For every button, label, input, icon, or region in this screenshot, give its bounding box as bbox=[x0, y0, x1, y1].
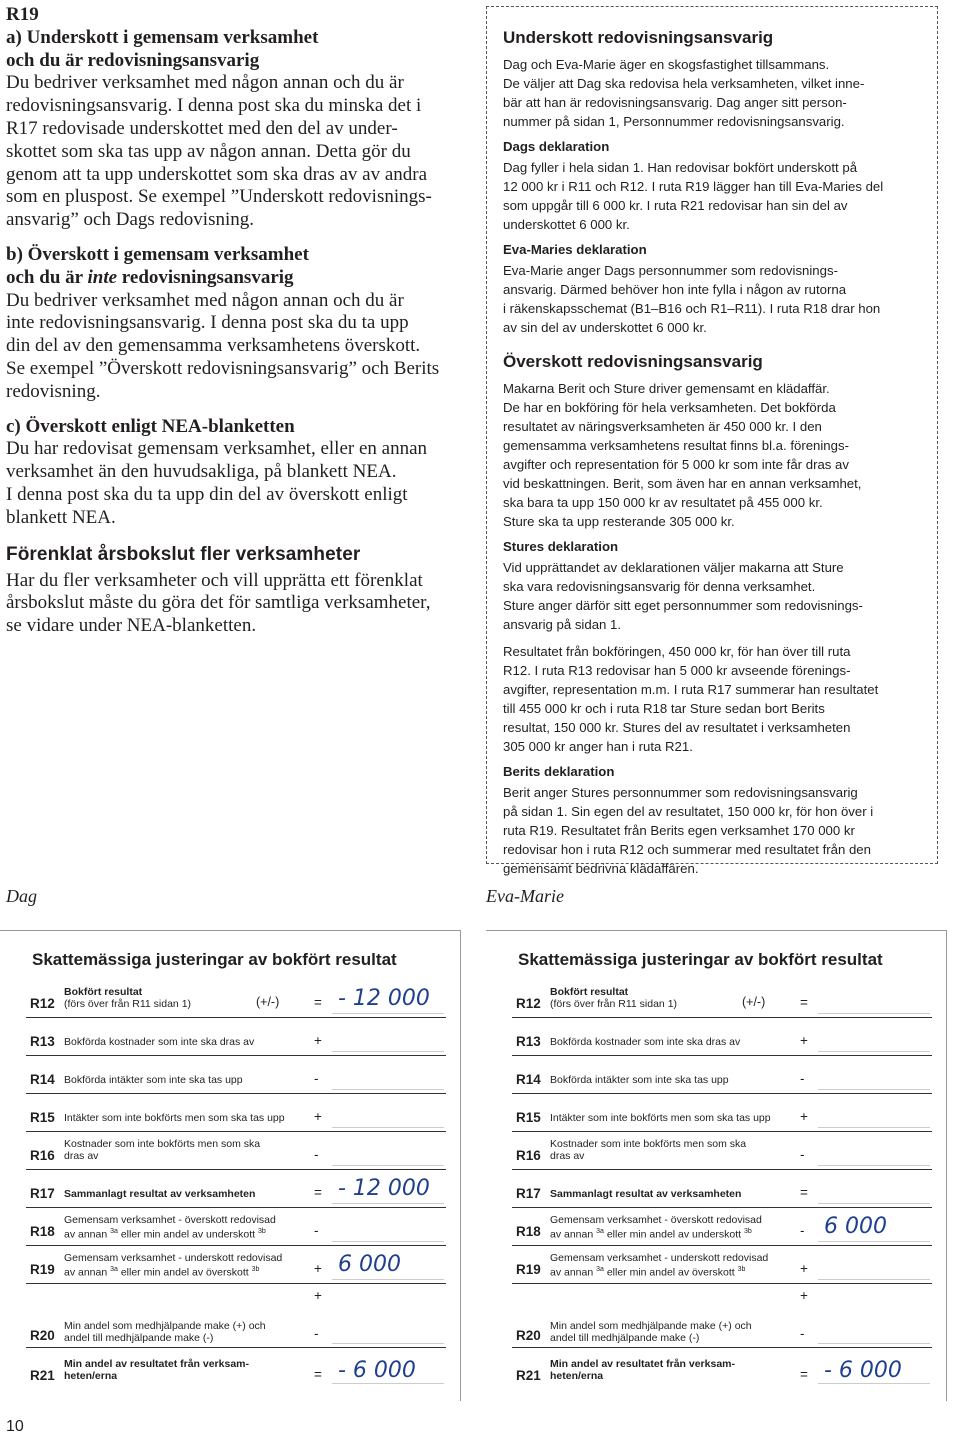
row-operator: - bbox=[314, 1223, 319, 1238]
row-label: R21 bbox=[516, 1368, 541, 1383]
row-label: R18 bbox=[30, 1224, 55, 1239]
row-desc-2: heten/erna bbox=[64, 1370, 118, 1382]
row-divider bbox=[26, 1017, 446, 1018]
text-line: Sture ska ta upp resterande 305 000 kr. bbox=[503, 514, 735, 529]
row-label: R17 bbox=[516, 1186, 541, 1201]
text-line: i räkenskapsschemat (B1–B16 och R1–R11). I ruta R18 drar hon bbox=[503, 301, 881, 316]
row-operator: - bbox=[800, 1147, 805, 1162]
handwritten-value: - 6 000 bbox=[338, 1358, 416, 1383]
footnote-ref: 3a bbox=[596, 1266, 604, 1273]
section-b-title-part: redovisningsansvarig bbox=[117, 266, 294, 288]
section-a-line: redovisningsansvarig. I denna post ska du minska det i bbox=[6, 95, 422, 117]
row-operator-plus: + bbox=[800, 1288, 808, 1303]
row-desc: Kostnader som inte bokförts men som ska bbox=[550, 1138, 747, 1150]
text-line: vid beskattningen. Berit, som även har en annan verksamhet, bbox=[503, 476, 862, 491]
value-field[interactable] bbox=[818, 1318, 930, 1344]
text-line: nummer på sidan 1, Personnummer redovisningsansvarig. bbox=[503, 114, 845, 129]
row-operator: - bbox=[314, 1071, 319, 1086]
row-operator: = bbox=[314, 995, 322, 1010]
text-line: Makarna Berit och Sture driver gemensamt en klädaffär. bbox=[503, 381, 830, 396]
section-c-line: Du har redovisat gemensam verksamhet, eller en annan bbox=[6, 438, 428, 460]
row-desc-2 bbox=[550, 1264, 745, 1279]
text-line: på sidan 1. Sin egen del av resultatet, 150 000 kr, för hon över i bbox=[503, 804, 874, 819]
row-label: R12 bbox=[516, 996, 541, 1011]
row-label: R14 bbox=[30, 1072, 55, 1087]
row-divider bbox=[512, 1347, 932, 1348]
form-row-r20 bbox=[0, 1288, 460, 1348]
row-desc: Min andel av resultatet från verksam- bbox=[64, 1358, 249, 1370]
form-row-r16 bbox=[0, 1136, 460, 1170]
forenklat-line: Har du fler verksamheter och vill upprätta ett förenklat bbox=[6, 569, 423, 591]
text-line: avgifter och representation för 5 000 kr som inte får dras av bbox=[503, 457, 849, 472]
row-desc-part: av annan bbox=[64, 1266, 111, 1279]
row-desc-2 bbox=[550, 1226, 752, 1241]
row-desc: Intäkter som inte bokförts men som ska tas upp bbox=[550, 1112, 771, 1124]
row-label: R13 bbox=[516, 1034, 541, 1049]
handwritten-value: 6 000 bbox=[824, 1214, 887, 1239]
section-b-title-emphasis: inte bbox=[87, 266, 118, 288]
text-line: redovisar hon i ruta R12 och summerar med resultatet från den bbox=[503, 842, 871, 857]
footnote-ref: 3a bbox=[596, 1228, 604, 1235]
text-line: bär att han är redovisningsansvarig. Dag anger sitt person- bbox=[503, 95, 847, 110]
person-label-dag: Dag bbox=[6, 886, 37, 906]
row-operator: = bbox=[800, 995, 808, 1010]
overskott-heading: Överskott redovisningsansvarig bbox=[503, 352, 763, 371]
form-row-r16 bbox=[486, 1136, 946, 1170]
value-field[interactable] bbox=[818, 1102, 930, 1128]
value-field[interactable] bbox=[332, 1318, 444, 1344]
row-divider bbox=[512, 1093, 932, 1094]
row-desc: Gemensam verksamhet - överskott redovisad bbox=[64, 1214, 276, 1226]
row-label: R14 bbox=[516, 1072, 541, 1087]
section-c-line: I denna post ska du ta upp din del av överskott enligt bbox=[6, 483, 408, 505]
form-row-r13 bbox=[0, 1022, 460, 1056]
row-operator: = bbox=[314, 1185, 322, 1200]
example-box bbox=[486, 6, 938, 876]
row-divider bbox=[512, 1207, 932, 1208]
footnote-ref: 3b bbox=[258, 1228, 266, 1235]
row-desc: Bokförda intäkter som inte ska tas upp bbox=[64, 1074, 243, 1086]
section-b-line: Du bedriver verksamhet med någon annan och du är bbox=[6, 289, 404, 311]
row-divider bbox=[26, 1283, 446, 1284]
text-line: ansvarig på sidan 1. bbox=[503, 617, 622, 632]
row-divider bbox=[26, 1131, 446, 1132]
row-desc-part: eller min andel av underskott bbox=[603, 1228, 744, 1241]
row-divider bbox=[512, 1245, 932, 1246]
text-line: ska vara redovisningsansvarig för denna verksamhet. bbox=[503, 579, 816, 594]
text-line: Eva-Marie anger Dags personnummer som redovisnings- bbox=[503, 263, 838, 278]
section-c-line: blankett NEA. bbox=[6, 506, 116, 528]
form-eva-marie bbox=[486, 930, 956, 1400]
row-desc: Gemensam verksamhet - underskott redovisad bbox=[550, 1252, 769, 1264]
form-row-r14 bbox=[0, 1060, 460, 1094]
section-b-line: Se exempel ”Överskott redovisningsansvarig” och Berits bbox=[6, 357, 440, 379]
left-column bbox=[6, 4, 468, 638]
row-desc: Gemensam verksamhet - underskott redovisad bbox=[64, 1252, 283, 1264]
form-row-r19 bbox=[486, 1250, 946, 1284]
value-field[interactable] bbox=[332, 1102, 444, 1128]
form-row-r17 bbox=[486, 1174, 946, 1208]
text-line: 305 000 kr anger han i ruta R21. bbox=[503, 739, 693, 754]
form-dag bbox=[0, 930, 470, 1400]
form-row-r20 bbox=[486, 1288, 946, 1348]
row-label: R20 bbox=[516, 1328, 541, 1343]
text-line: avgifter, representation m.m. I ruta R17 summerar han resultatet bbox=[503, 682, 879, 697]
row-desc-part: eller min andel av överskott bbox=[117, 1266, 252, 1279]
row-operator: - bbox=[314, 1147, 319, 1162]
footnote-ref: 3b bbox=[251, 1266, 260, 1273]
berit-heading: Berits deklaration bbox=[503, 764, 615, 779]
value-field[interactable] bbox=[332, 1140, 444, 1166]
row-divider bbox=[26, 1055, 446, 1056]
underskott-heading: Underskott redovisningsansvarig bbox=[503, 28, 774, 47]
row-desc: Bokfört resultat bbox=[64, 986, 143, 998]
row-label: R16 bbox=[30, 1148, 55, 1163]
forenklat-line: årsbokslut måste du göra det för samtliga verksamheter, bbox=[6, 592, 431, 614]
text-line: De har en bokföring för hela verksamheten. Det bokförda bbox=[503, 400, 836, 415]
row-desc: Bokförda kostnader som inte ska dras av bbox=[550, 1036, 741, 1048]
row-label: R19 bbox=[516, 1262, 541, 1277]
eva-heading: Eva-Maries deklaration bbox=[503, 242, 647, 257]
row-label: R21 bbox=[30, 1368, 55, 1383]
text-line: R12. I ruta R13 redovisar han 5 000 kr avseende förenings- bbox=[503, 663, 851, 678]
section-b-line: redovisning. bbox=[6, 380, 101, 402]
form-row-r21 bbox=[486, 1354, 946, 1388]
row-desc: Bokfört resultat bbox=[550, 986, 629, 998]
value-field[interactable] bbox=[818, 1064, 930, 1090]
row-divider bbox=[26, 1245, 446, 1246]
row-desc: Min andel som medhjälpande make (+) och bbox=[64, 1320, 266, 1332]
form-row-r17 bbox=[0, 1174, 460, 1208]
row-operator: + bbox=[800, 1033, 808, 1048]
text-line: ruta R19. Resultatet från Berits egen verksamhet 170 000 kr bbox=[503, 823, 855, 838]
footnote-ref: 3a bbox=[110, 1228, 118, 1235]
sture-heading: Stures deklaration bbox=[503, 539, 619, 554]
form-row-r18 bbox=[0, 1212, 460, 1246]
text-line: Sture anger därför sitt eget personnummer som redovisnings- bbox=[503, 598, 863, 613]
row-operator: - bbox=[800, 1223, 805, 1238]
row-desc: Sammanlagt resultat av verksamheten bbox=[550, 1188, 742, 1200]
row-desc-2: andel till medhjälpande make (-) bbox=[550, 1332, 700, 1344]
row-label: R20 bbox=[30, 1328, 55, 1343]
section-a-line: R17 redovisade underskottet med den del av under- bbox=[6, 117, 398, 139]
value-field[interactable] bbox=[818, 1026, 930, 1052]
form-row-r13 bbox=[486, 1022, 946, 1056]
row-operator: + bbox=[800, 1109, 808, 1124]
text-line: Dag och Eva-Marie äger en skogsfastighet tillsammans. bbox=[503, 57, 830, 72]
section-c-title: c) Överskott enligt NEA-blanketten bbox=[6, 415, 295, 437]
text-line: resultat, 150 000 kr. Stures del av resultatet i verksamheten bbox=[503, 720, 851, 735]
value-field[interactable] bbox=[818, 988, 930, 1014]
row-desc: Bokförda kostnader som inte ska dras av bbox=[64, 1036, 255, 1048]
row-desc-2 bbox=[64, 1264, 259, 1279]
row-divider bbox=[512, 1169, 932, 1170]
row-desc-2: heten/erna bbox=[550, 1370, 604, 1382]
page-number: 10 bbox=[6, 1418, 24, 1435]
row-label: R19 bbox=[30, 1262, 55, 1277]
row-desc-part: av annan bbox=[64, 1228, 111, 1241]
row-desc-2: (förs över från R11 sidan 1) bbox=[550, 998, 678, 1010]
row-divider bbox=[512, 1055, 932, 1056]
form-title: Skattemässiga justeringar av bokfört resultat bbox=[518, 950, 883, 969]
row-label: R15 bbox=[30, 1110, 55, 1125]
text-line: gemensamma verksamhetens resultat finns bl.a. förenings- bbox=[503, 438, 849, 453]
row-operator: - bbox=[314, 1326, 319, 1341]
text-line: De väljer att Dag ska redovisa hela verksamheten, vilket inne- bbox=[503, 76, 865, 91]
row-label: R17 bbox=[30, 1186, 55, 1201]
form-row-r12 bbox=[486, 984, 946, 1018]
row-desc: Bokförda intäkter som inte ska tas upp bbox=[550, 1074, 729, 1086]
section-c-line: verksamhet än den huvudsakliga, på blankett NEA. bbox=[6, 461, 397, 483]
row-divider bbox=[26, 1207, 446, 1208]
text-line: av sin del av underskottet 6 000 kr. bbox=[503, 320, 707, 335]
row-operator: = bbox=[314, 1367, 322, 1382]
section-b-title: b) Överskott i gemensam verksamhet bbox=[6, 243, 309, 265]
row-desc: Intäkter som inte bokförts men som ska tas upp bbox=[64, 1112, 285, 1124]
row-divider bbox=[26, 1093, 446, 1094]
text-line: 12 000 kr i R11 och R12. I ruta R19 lägger han till Eva-Maries del bbox=[503, 179, 884, 194]
text-line: gemensamt bedrivna klädaffären. bbox=[503, 861, 699, 876]
dag-heading: Dags deklaration bbox=[503, 139, 610, 154]
text-line: Dag fyller i hela sidan 1. Han redovisar bokfört underskott på bbox=[503, 160, 858, 175]
value-field[interactable] bbox=[332, 1064, 444, 1090]
plus-minus-label: (+/-) bbox=[256, 995, 280, 1009]
footnote-ref: 3b bbox=[737, 1266, 746, 1273]
row-divider bbox=[26, 1347, 446, 1348]
row-operator: - bbox=[800, 1326, 805, 1341]
row-operator: + bbox=[314, 1109, 322, 1124]
handwritten-value: - 6 000 bbox=[824, 1358, 902, 1383]
row-operator-plus: + bbox=[314, 1288, 322, 1303]
form-row-r18 bbox=[486, 1212, 946, 1246]
section-a-line: genom att ta upp underskottet som ska dras av av andra bbox=[6, 163, 428, 185]
row-operator: = bbox=[800, 1367, 808, 1382]
handwritten-value: - 12 000 bbox=[338, 986, 430, 1011]
row-desc-2: andel till medhjälpande make (-) bbox=[64, 1332, 214, 1344]
form-row-r12 bbox=[0, 984, 460, 1018]
row-divider bbox=[512, 1017, 932, 1018]
row-divider bbox=[512, 1283, 932, 1284]
row-operator: + bbox=[314, 1261, 322, 1276]
row-operator: = bbox=[800, 1185, 808, 1200]
form-row-r15 bbox=[0, 1098, 460, 1132]
row-desc-part: av annan bbox=[550, 1228, 597, 1241]
row-desc: Min andel som medhjälpande make (+) och bbox=[550, 1320, 752, 1332]
section-b-title-2 bbox=[6, 267, 468, 290]
text-line: Resultatet från bokföringen, 450 000 kr, för han över till ruta bbox=[503, 644, 851, 659]
footnote-ref: 3b bbox=[744, 1228, 752, 1235]
row-operator: + bbox=[800, 1261, 808, 1276]
row-desc-2: dras av bbox=[64, 1150, 99, 1162]
value-field[interactable] bbox=[818, 1178, 930, 1204]
section-a-title: a) Underskott i gemensam verksamhet bbox=[6, 26, 319, 48]
form-row-r14 bbox=[486, 1060, 946, 1094]
row-desc-2: dras av bbox=[550, 1150, 585, 1162]
text-line: som uppgår till 6 000 kr. I ruta R21 redovisar han sin del av bbox=[503, 198, 848, 213]
value-field[interactable] bbox=[818, 1140, 930, 1166]
section-a-line: Du bedriver verksamhet med någon annan och du är bbox=[6, 72, 404, 94]
section-a-line: skottet som ska tas upp av någon annan. Detta gör du bbox=[6, 140, 411, 162]
text-line: ska bara ta upp 150 000 kr av resultatet på 455 000 kr. bbox=[503, 495, 823, 510]
row-label: R12 bbox=[30, 996, 55, 1011]
row-divider bbox=[26, 1169, 446, 1170]
text-line: ansvarig. Därmed behöver hon inte fylla i någon av rutorna bbox=[503, 282, 847, 297]
form-title: Skattemässiga justeringar av bokfört resultat bbox=[32, 950, 397, 969]
row-operator: + bbox=[314, 1033, 322, 1048]
row-desc: Gemensam verksamhet - överskott redovisad bbox=[550, 1214, 762, 1226]
section-a-line: ansvarig” och Dags redovisning. bbox=[6, 209, 254, 231]
value-field[interactable] bbox=[818, 1254, 930, 1280]
row-desc: Sammanlagt resultat av verksamheten bbox=[64, 1188, 256, 1200]
row-label: R18 bbox=[516, 1224, 541, 1239]
form-row-r15 bbox=[486, 1098, 946, 1132]
footnote-ref: 3a bbox=[110, 1266, 118, 1273]
value-field[interactable] bbox=[332, 1026, 444, 1052]
section-heading: R19 bbox=[6, 4, 39, 25]
text-line: till 455 000 kr och i ruta R18 tar Sture sedan bort Berits bbox=[503, 701, 825, 716]
text-line: resultatet av näringsverksamheten är 450 000 kr. I den bbox=[503, 419, 822, 434]
row-label: R15 bbox=[516, 1110, 541, 1125]
section-a-line: som en pluspost. Se exempel ”Underskott redovisnings- bbox=[6, 186, 432, 208]
forenklat-heading: Förenklat årsbokslut fler verksamheter bbox=[6, 543, 361, 565]
text-line: Vid upprättandet av deklarationen väljer makarna att Sture bbox=[503, 560, 844, 575]
plus-minus-label: (+/-) bbox=[742, 995, 766, 1009]
row-desc-2: (förs över från R11 sidan 1) bbox=[64, 998, 192, 1010]
handwritten-value: - 12 000 bbox=[338, 1176, 430, 1201]
value-field[interactable] bbox=[332, 1216, 444, 1242]
text-line: underskottet 6 000 kr. bbox=[503, 217, 630, 232]
row-desc: Min andel av resultatet från verksam- bbox=[550, 1358, 735, 1370]
row-desc-part: eller min andel av överskott bbox=[603, 1266, 738, 1279]
person-label-eva-marie: Eva-Marie bbox=[486, 886, 564, 906]
row-label: R16 bbox=[516, 1148, 541, 1163]
forenklat-line: se vidare under NEA-blanketten. bbox=[6, 615, 257, 637]
text-line: Berit anger Stures personnummer som redovisningsansvarig bbox=[503, 785, 858, 800]
row-divider bbox=[512, 1131, 932, 1132]
section-a-title-2: och du är redovisningsansvarig bbox=[6, 49, 260, 71]
row-label: R13 bbox=[30, 1034, 55, 1049]
row-desc-part: eller min andel av underskott bbox=[117, 1228, 258, 1241]
row-desc-part: av annan bbox=[550, 1266, 597, 1279]
row-desc-2 bbox=[64, 1226, 266, 1241]
row-operator: - bbox=[800, 1071, 805, 1086]
section-b-line: inte redovisningsansvarig. I denna post ska du ta upp bbox=[6, 312, 409, 334]
section-b-title-part: och du är bbox=[6, 266, 88, 288]
row-desc: Kostnader som inte bokförts men som ska bbox=[64, 1138, 261, 1150]
section-b-line: din del av den gemensamma verksamhetens överskott. bbox=[6, 335, 421, 357]
form-row-r19 bbox=[0, 1250, 460, 1284]
form-row-r21 bbox=[0, 1354, 460, 1388]
handwritten-value: 6 000 bbox=[338, 1252, 401, 1277]
